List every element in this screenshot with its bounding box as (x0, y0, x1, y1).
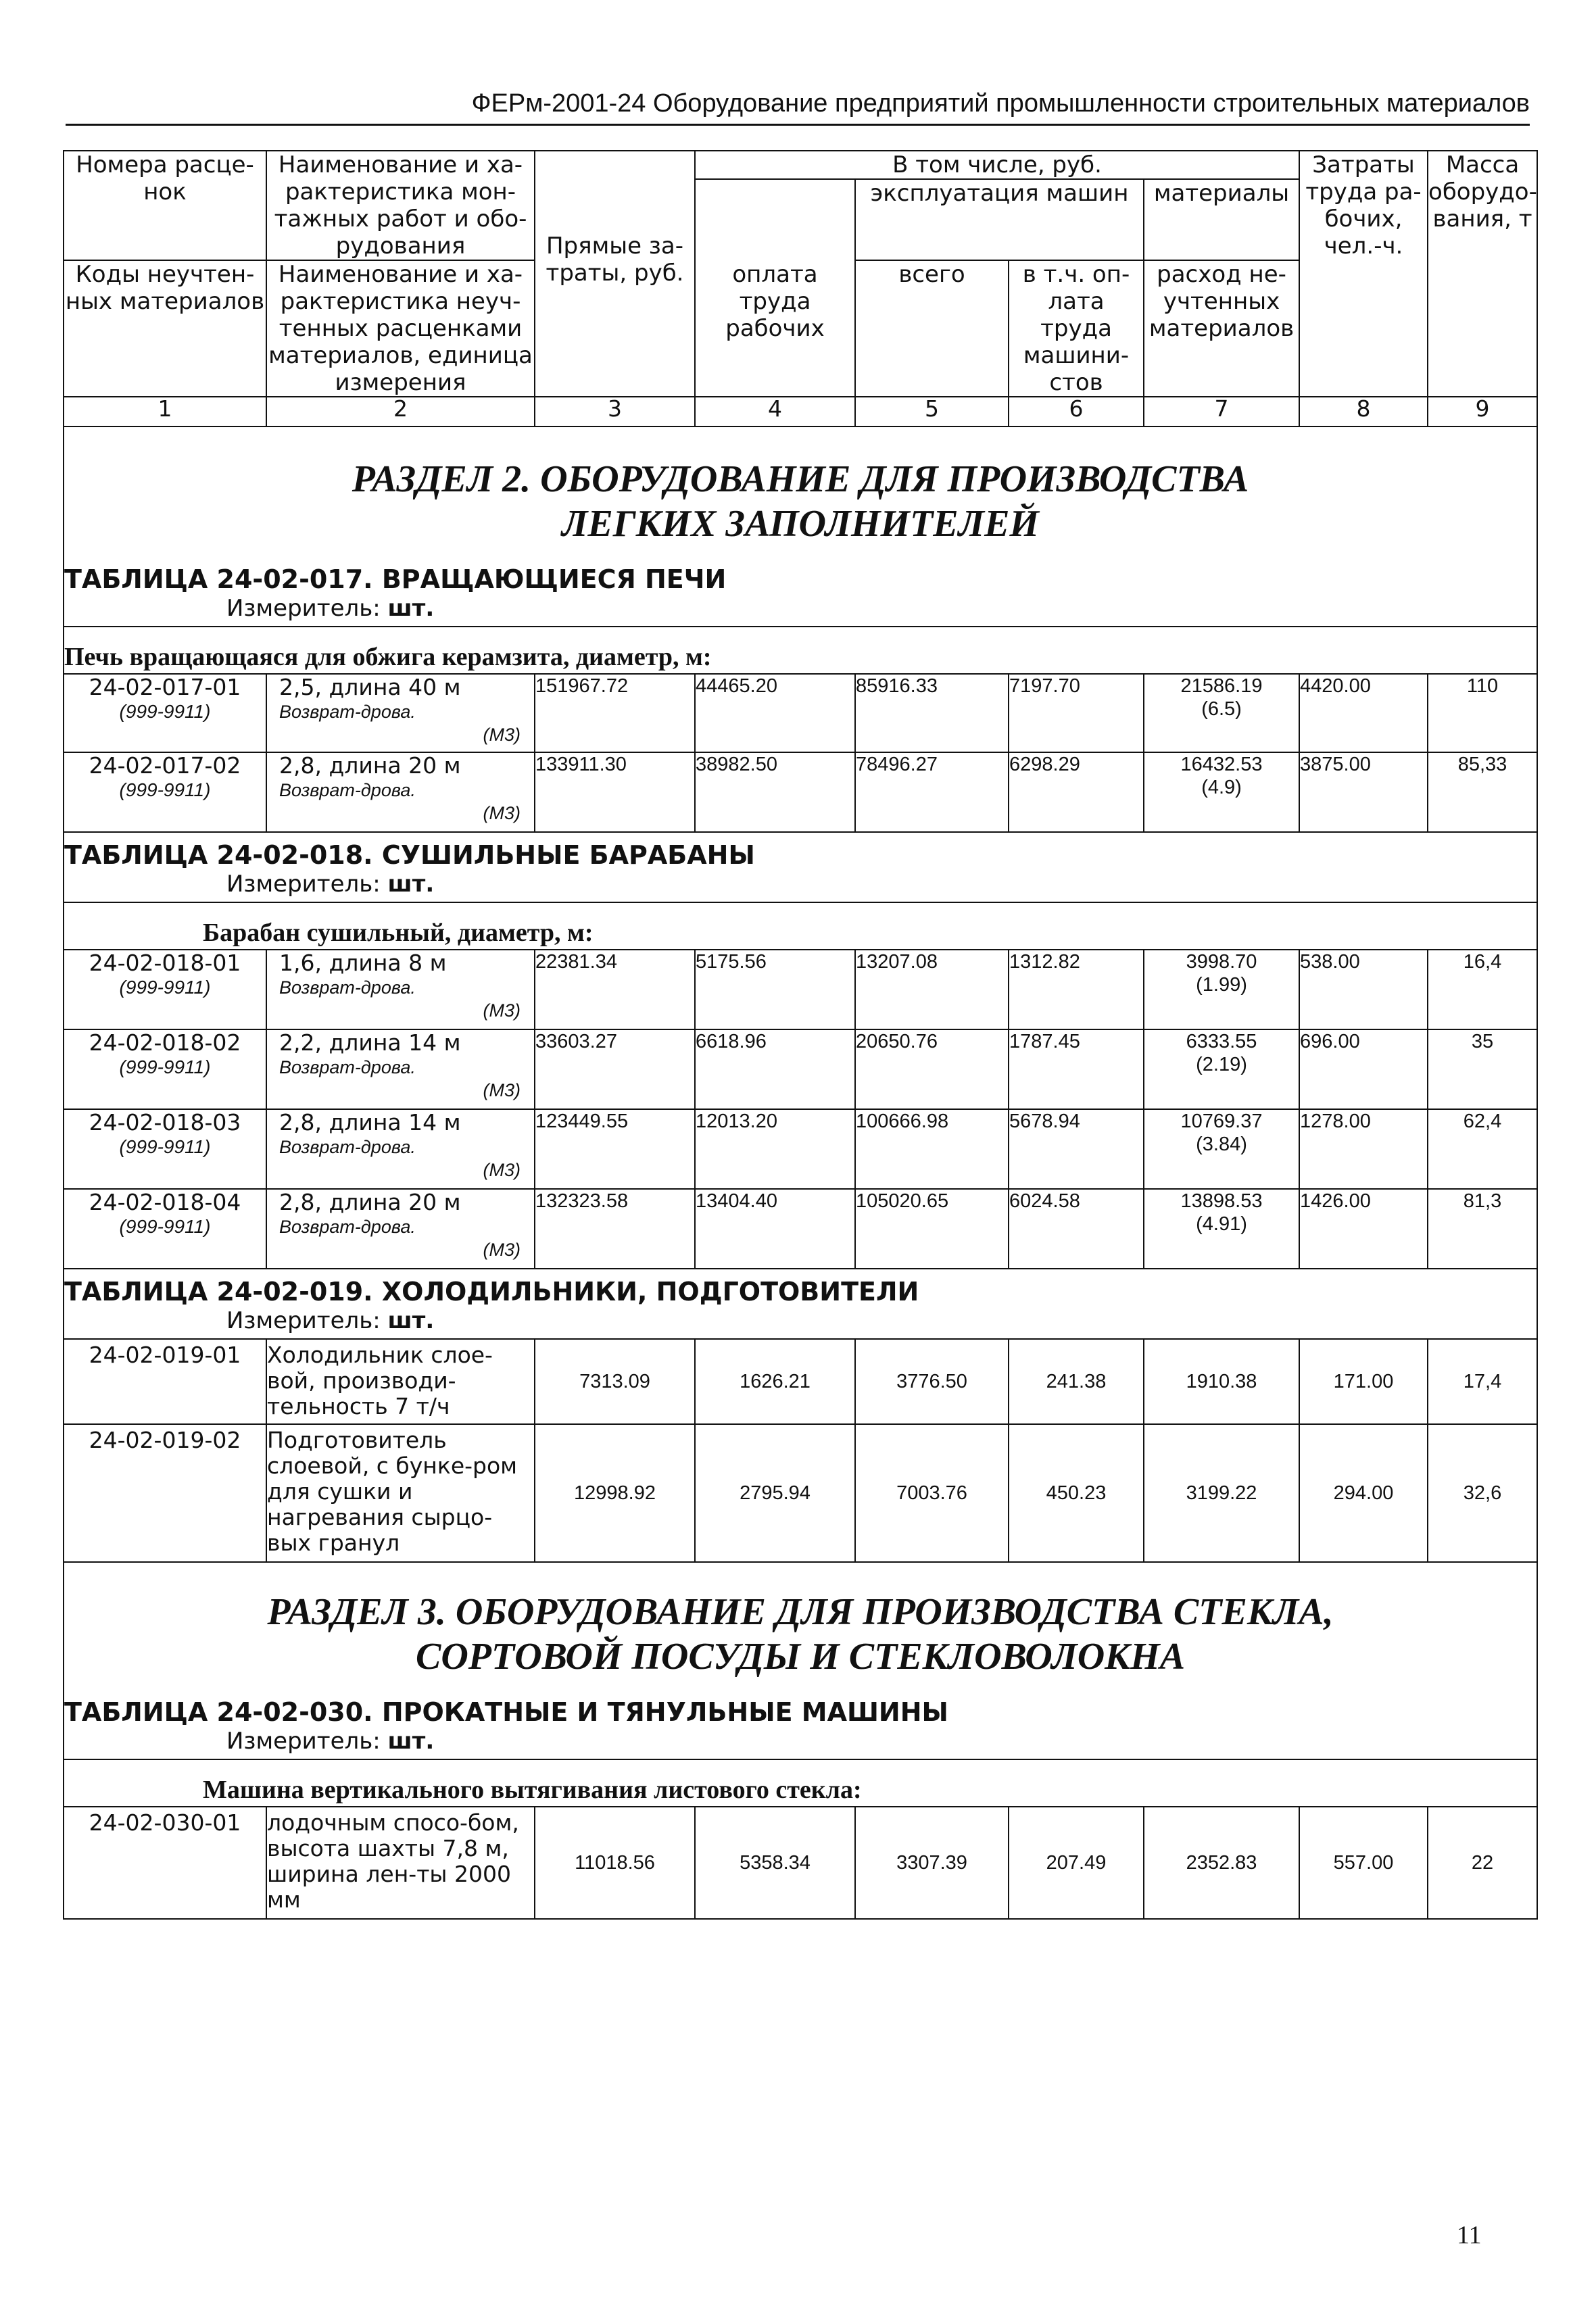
rate-code: 24-02-018-03 (89, 1109, 241, 1136)
labor-hours: 294.00 (1299, 1424, 1428, 1562)
materials: 2352.83 (1144, 1807, 1299, 1919)
labor-hours: 1426.00 (1299, 1189, 1428, 1269)
material-qty: (6.5) (1201, 698, 1242, 720)
material-qty: (4.91) (1196, 1213, 1247, 1235)
material-unit: (М3) (483, 1000, 521, 1021)
labor-hours: 1278.00 (1299, 1109, 1428, 1189)
header-direct-costs: Прямые за-траты, руб. (535, 151, 695, 397)
work-name: 2,2, длина 14 м (279, 1029, 461, 1056)
material-code: (999-9911) (119, 977, 211, 998)
work-name: Холодильник слое-вой, производи-тельность 7 т/ч (266, 1339, 535, 1424)
col-num: 3 (535, 397, 695, 427)
rate-code: 24-02-018-04 (89, 1189, 241, 1215)
material-code: (999-9911) (119, 1216, 211, 1237)
rate-code: 24-02-019-02 (64, 1424, 266, 1562)
worker-wages: 13404.40 (695, 1189, 855, 1269)
rate-code: 24-02-017-01 (89, 674, 241, 700)
machines-total: 20650.76 (855, 1029, 1009, 1109)
materials: 6333.55 (1186, 1031, 1257, 1052)
material-name: Возврат-дрова. (279, 780, 416, 800)
machinists-wages: 5678.94 (1009, 1109, 1144, 1189)
labor-hours: 171.00 (1299, 1339, 1428, 1424)
header-machines-total: всего (855, 260, 1009, 397)
materials: 3199.22 (1144, 1424, 1299, 1562)
material-name: Возврат-дрова. (279, 977, 416, 998)
rate-code: 24-02-030-01 (64, 1807, 266, 1919)
material-code: (999-9911) (119, 779, 211, 800)
col-num: 1 (64, 397, 266, 427)
direct-costs: 123449.55 (535, 1109, 695, 1189)
direct-costs: 33603.27 (535, 1029, 695, 1109)
rate-code: 24-02-019-01 (64, 1339, 266, 1424)
direct-costs: 7313.09 (535, 1339, 695, 1424)
worker-wages: 1626.21 (695, 1339, 855, 1424)
material-qty: (2.19) (1196, 1054, 1247, 1075)
group-030: Машина вертикального вытягивания листового стекла: (64, 1759, 1537, 1807)
machinists-wages: 6298.29 (1009, 752, 1144, 832)
equipment-mass: 17,4 (1428, 1339, 1537, 1424)
header-materials: материалы (1144, 179, 1299, 260)
worker-wages: 38982.50 (695, 752, 855, 832)
meter-030: Измеритель: шт. (226, 1728, 435, 1755)
header-material-names: Наименование и ха-рактеристика неуч-тенных расценками материалов, единица измерения (266, 260, 535, 397)
labor-hours: 3875.00 (1299, 752, 1428, 832)
table-row (64, 1109, 1537, 1189)
equipment-mass: 110 (1428, 674, 1537, 752)
direct-costs: 22381.34 (535, 950, 695, 1029)
worker-wages: 12013.20 (695, 1109, 855, 1189)
materials: 1910.38 (1144, 1339, 1299, 1424)
col-num: 7 (1144, 397, 1299, 427)
machinists-wages: 450.23 (1009, 1424, 1144, 1562)
direct-costs: 151967.72 (535, 674, 695, 752)
direct-costs: 132323.58 (535, 1189, 695, 1269)
worker-wages: 5358.34 (695, 1807, 855, 1919)
table-row (64, 674, 1537, 752)
col-num: 9 (1428, 397, 1537, 427)
materials: 3998.70 (1186, 951, 1257, 973)
header-machinists-wages: в т.ч. оп-лата труда машини-стов (1009, 260, 1144, 397)
labor-hours: 4420.00 (1299, 674, 1428, 752)
header-labor-hours: Затраты труда ра-бочих, чел.-ч. (1299, 151, 1428, 397)
col-num: 6 (1009, 397, 1144, 427)
work-name: 2,8, длина 20 м (279, 752, 461, 779)
table-row (64, 950, 1537, 1029)
material-name: Возврат-дрова. (279, 702, 416, 722)
equipment-mass: 85,33 (1428, 752, 1537, 832)
machinists-wages: 6024.58 (1009, 1189, 1144, 1269)
table-row (64, 1029, 1537, 1109)
work-name: 2,8, длина 14 м (279, 1109, 461, 1136)
section-2-title: РАЗДЕЛ 2. ОБОРУДОВАНИЕ ДЛЯ ПРОИЗВОДСТВА ЛЕГКИХ ЗАПОЛНИТЕЛЕЙ (352, 458, 1249, 545)
labor-hours: 696.00 (1299, 1029, 1428, 1109)
material-name: Возврат-дрова. (279, 1057, 416, 1077)
material-unit: (М3) (483, 1080, 521, 1100)
machines-total: 78496.27 (855, 752, 1009, 832)
machines-total: 7003.76 (855, 1424, 1009, 1562)
col-num: 4 (695, 397, 855, 427)
header-work-name: Наименование и ха-рактеристика мон-тажных работ и обо-рудования (266, 151, 535, 260)
material-unit: (М3) (483, 1240, 521, 1260)
group-017: Печь вращающаяся для обжига керамзита, диаметр, м: (64, 627, 1537, 674)
equipment-mass: 32,6 (1428, 1424, 1537, 1562)
material-code: (999-9911) (119, 701, 211, 722)
table-019-title: ТАБЛИЦА 24-02-019. ХОЛОДИЛЬНИКИ, ПОДГОТОВИТЕЛИ (64, 1277, 919, 1307)
table-row (64, 1189, 1537, 1269)
worker-wages: 2795.94 (695, 1424, 855, 1562)
equipment-mass: 62,4 (1428, 1109, 1537, 1189)
table-017-title: ТАБЛИЦА 24-02-017. ВРАЩАЮЩИЕСЯ ПЕЧИ (64, 564, 727, 594)
work-name: лодочным спосо-бом, высота шахты 7,8 м, ширина лен-ты 2000 мм (266, 1807, 535, 1919)
labor-hours: 538.00 (1299, 950, 1428, 1029)
labor-hours: 557.00 (1299, 1807, 1428, 1919)
table-018-title: ТАБЛИЦА 24-02-018. СУШИЛЬНЫЕ БАРАБАНЫ (64, 840, 755, 870)
machinists-wages: 241.38 (1009, 1339, 1144, 1424)
machines-total: 3307.39 (855, 1807, 1009, 1919)
material-qty: (4.9) (1201, 777, 1242, 798)
rate-code: 24-02-017-02 (89, 752, 241, 779)
table-row (64, 1807, 1537, 1919)
direct-costs: 11018.56 (535, 1807, 695, 1919)
material-unit: (М3) (483, 1160, 521, 1180)
material-unit: (М3) (483, 803, 521, 823)
machinists-wages: 207.49 (1009, 1807, 1144, 1919)
material-code: (999-9911) (119, 1056, 211, 1077)
rates-table (63, 150, 1538, 1920)
page-number: 11 (1457, 2221, 1482, 2249)
worker-wages: 5175.56 (695, 950, 855, 1029)
worker-wages: 44465.20 (695, 674, 855, 752)
direct-costs: 12998.92 (535, 1424, 695, 1562)
header-equipment-mass: Масса оборудо-вания, т (1428, 151, 1537, 397)
material-qty: (3.84) (1196, 1134, 1247, 1155)
equipment-mass: 81,3 (1428, 1189, 1537, 1269)
group-018: Барабан сушильный, диаметр, м: (64, 902, 1537, 950)
equipment-mass: 35 (1428, 1029, 1537, 1109)
machines-total: 3776.50 (855, 1339, 1009, 1424)
material-name: Возврат-дрова. (279, 1217, 416, 1237)
material-code: (999-9911) (119, 1136, 211, 1157)
machinists-wages: 1312.82 (1009, 950, 1144, 1029)
equipment-mass: 22 (1428, 1807, 1537, 1919)
work-name: 2,5, длина 40 м (279, 674, 461, 700)
machinists-wages: 7197.70 (1009, 674, 1144, 752)
table-row (64, 1339, 1537, 1424)
col-num: 2 (266, 397, 535, 427)
meter-018: Измеритель: шт. (226, 871, 435, 898)
header-rate-number: Номера расце-нок (64, 151, 266, 260)
direct-costs: 133911.30 (535, 752, 695, 832)
machines-total: 100666.98 (855, 1109, 1009, 1189)
work-name: 1,6, длина 8 м (279, 950, 447, 976)
machines-total: 105020.65 (855, 1189, 1009, 1269)
table-030-title: ТАБЛИЦА 24-02-030. ПРОКАТНЫЕ И ТЯНУЛЬНЫЕ МАШИНЫ (64, 1697, 948, 1727)
header-worker-wages: оплата труда рабочих (695, 179, 855, 397)
equipment-mass: 16,4 (1428, 950, 1537, 1029)
work-name: Подготовитель слоевой, с бунке-ром для сушки и нагревания сырцо-вых гранул (266, 1424, 535, 1562)
running-header: ФЕРм-2001-24 Оборудование предприятий промышленности строительных материалов (66, 87, 1530, 126)
materials: 16432.53 (1180, 754, 1263, 775)
header-material-codes: Коды неучтен-ных материалов (64, 260, 266, 397)
rate-code: 24-02-018-02 (89, 1029, 241, 1056)
machinists-wages: 1787.45 (1009, 1029, 1144, 1109)
meter-019: Измеритель: шт. (226, 1307, 435, 1334)
table-row (64, 752, 1537, 832)
material-name: Возврат-дрова. (279, 1137, 416, 1157)
header-machine-operation: эксплуатация машин (855, 179, 1144, 260)
table-row (64, 1424, 1537, 1562)
work-name: 2,8, длина 20 м (279, 1189, 461, 1215)
machines-total: 13207.08 (855, 950, 1009, 1029)
header-including: В том числе, руб. (695, 151, 1299, 179)
section-3-title: РАЗДЕЛ 3. ОБОРУДОВАНИЕ ДЛЯ ПРОИЗВОДСТВА СТЕКЛА, СОРТОВОЙ ПОСУДЫ И СТЕКЛОВОЛОКНА (267, 1591, 1334, 1678)
meter-017: Измеритель: шт. (226, 595, 435, 622)
materials: 10769.37 (1180, 1111, 1263, 1132)
machines-total: 85916.33 (855, 674, 1009, 752)
col-num: 8 (1299, 397, 1428, 427)
material-unit: (М3) (483, 725, 521, 745)
rate-code: 24-02-018-01 (89, 950, 241, 976)
worker-wages: 6618.96 (695, 1029, 855, 1109)
col-num: 5 (855, 397, 1009, 427)
header-unaccounted-materials: расход не-учтенных материалов (1144, 260, 1299, 397)
materials: 13898.53 (1180, 1190, 1263, 1212)
material-qty: (1.99) (1196, 974, 1247, 996)
materials: 21586.19 (1180, 675, 1263, 697)
